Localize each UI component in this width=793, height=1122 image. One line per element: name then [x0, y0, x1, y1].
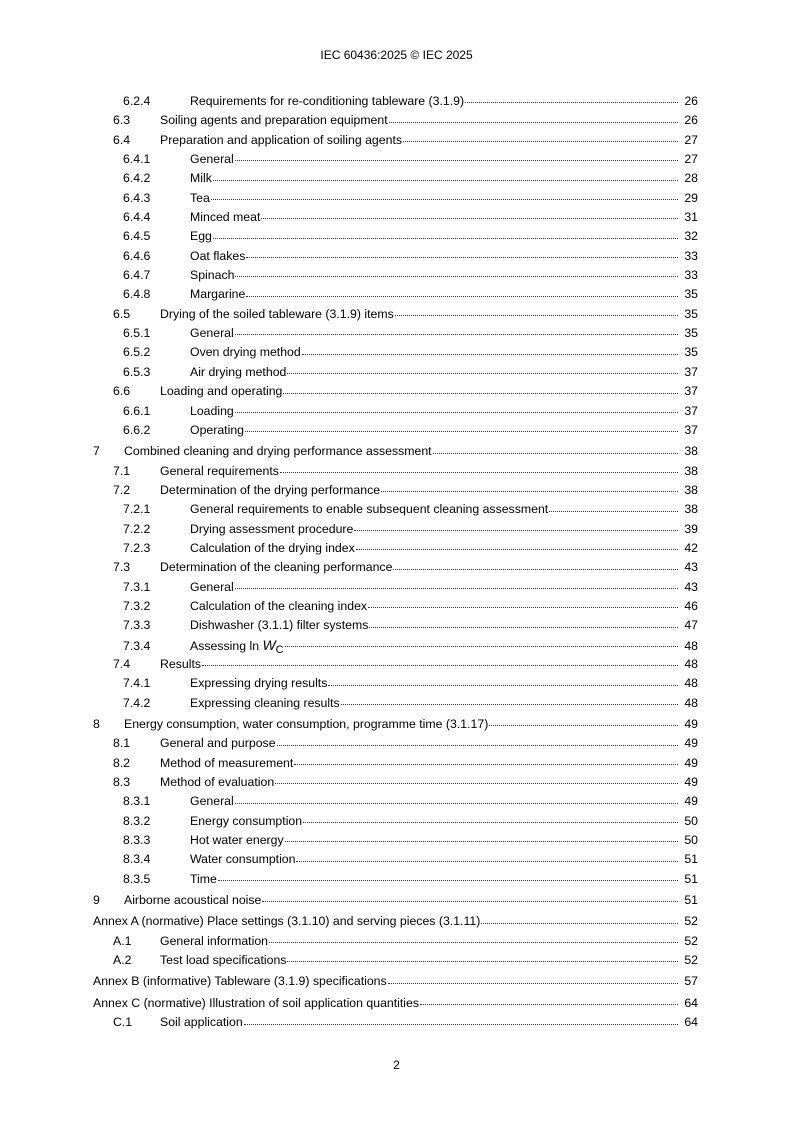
toc-entry-page: 49	[684, 755, 698, 770]
toc-entry-number: 6.4.3	[123, 190, 151, 205]
toc-entry-number: 6.5.3	[123, 364, 151, 379]
toc-dot-leader	[244, 1023, 678, 1025]
toc-dot-leader	[235, 159, 678, 161]
toc-entry-number: 7.3.2	[123, 598, 151, 613]
toc-dot-leader	[213, 179, 678, 181]
toc-dot-leader	[465, 101, 678, 103]
toc-entry-number: 7.4	[113, 656, 131, 671]
toc-dot-leader	[433, 452, 678, 454]
toc-entry-page: 64	[684, 1015, 698, 1030]
toc-entry-title: Time	[190, 871, 217, 886]
toc-entry[interactable]	[93, 912, 698, 931]
toc-entry-title: General	[190, 326, 234, 341]
toc-dot-leader	[235, 333, 678, 335]
toc-entry-title: Energy consumption, water consumption, programme time (3.1.17)	[124, 717, 489, 731]
toc-entry-number: 7.3.4	[123, 638, 151, 653]
toc-entry[interactable]	[93, 111, 698, 130]
toc-entry[interactable]	[93, 715, 698, 734]
toc-entry-number: 6.4.8	[123, 287, 151, 302]
page-header: IEC 60436:2025 © IEC 2025	[320, 48, 473, 62]
toc-entry[interactable]	[93, 831, 698, 850]
toc-entry[interactable]	[93, 578, 698, 597]
toc-entry-page: 33	[684, 248, 698, 263]
toc-entry-title: Drying of the soiled tableware (3.1.9) items	[160, 306, 394, 321]
toc-entry-page: 26	[684, 94, 698, 108]
toc-entry[interactable]	[93, 481, 698, 500]
toc-entry-title: Soiling agents and preparation equipment	[160, 113, 388, 128]
toc-dot-leader	[277, 744, 678, 746]
toc-entry-title: Egg	[190, 229, 212, 244]
toc-dot-leader	[285, 840, 678, 842]
toc-entry[interactable]	[93, 792, 698, 811]
toc-dot-leader	[287, 960, 678, 962]
toc-entry[interactable]	[93, 150, 698, 169]
toc-entry[interactable]	[93, 500, 698, 519]
toc-entry-number: 6.6.2	[123, 422, 151, 437]
toc-entry-title: Hot water energy	[190, 833, 284, 848]
toc-entry-title: General	[190, 794, 234, 809]
toc-entry-title: Margarine	[190, 287, 246, 302]
toc-dot-leader	[235, 587, 678, 589]
toc-entry[interactable]	[93, 305, 698, 324]
toc-entry-title: General and purpose	[160, 736, 276, 751]
toc-entry[interactable]	[93, 558, 698, 577]
toc-entry-title: Loading	[190, 403, 234, 418]
toc-entry-number: 7.2	[113, 482, 131, 497]
toc-entry-number: 6.5.2	[123, 345, 151, 360]
toc-entry-title: Airborne acoustical noise	[124, 893, 262, 908]
toc-entry-page: 38	[684, 444, 698, 459]
toc-entry-page: 51	[684, 893, 698, 908]
toc-entry[interactable]	[93, 462, 698, 481]
toc-entry-title: Spinach	[190, 268, 235, 283]
table-of-contents	[93, 92, 698, 1033]
toc-entry-title: Soil application	[160, 1015, 243, 1030]
toc-entry-title: Minced meat	[190, 210, 261, 225]
toc-entry-number: 6.4.5	[123, 229, 151, 244]
toc-entry-page: 49	[684, 794, 698, 809]
toc-dot-leader	[328, 684, 678, 686]
toc-entry-number: 7.2.1	[123, 502, 151, 517]
toc-entry[interactable]	[93, 92, 698, 111]
toc-entry[interactable]	[93, 247, 698, 266]
toc-entry-page: 42	[684, 540, 698, 555]
toc-dot-leader	[294, 763, 678, 765]
toc-dot-leader	[549, 510, 678, 512]
toc-entry-title: General	[190, 579, 234, 594]
toc-entry-title: General	[190, 152, 234, 167]
toc-entry[interactable]	[93, 169, 698, 188]
toc-entry-title: Calculation of the drying index	[190, 540, 355, 555]
toc-entry-number: 8.3.5	[123, 871, 151, 886]
toc-entry[interactable]	[93, 285, 698, 304]
toc-entry-title: Oven drying method	[190, 345, 301, 360]
toc-entry[interactable]	[93, 227, 698, 246]
toc-entry-number: C.1	[113, 1015, 133, 1030]
toc-entry-title: Method of measurement	[160, 755, 294, 770]
toc-entry[interactable]	[93, 850, 698, 869]
toc-entry-page: 49	[684, 736, 698, 751]
toc-entry[interactable]	[93, 734, 698, 753]
toc-dot-leader	[261, 217, 678, 219]
toc-entry[interactable]	[93, 343, 698, 362]
toc-entry-number: 6.4.1	[123, 152, 151, 167]
toc-entry[interactable]	[93, 208, 698, 227]
toc-entry-number: 6.5.1	[123, 326, 151, 341]
toc-entry-number: 6.4.4	[123, 210, 151, 225]
toc-dot-leader	[356, 548, 678, 550]
toc-entry-page: 27	[684, 152, 698, 167]
toc-entry-page: 50	[684, 833, 698, 848]
toc-entry-number: 7.1	[113, 463, 131, 478]
toc-entry[interactable]	[93, 539, 698, 558]
toc-entry-page: 37	[684, 422, 698, 437]
toc-entry-number: 6.2.4	[123, 94, 151, 108]
toc-entry-title: Annex B (informative) Tableware (3.1.9) specifications	[93, 974, 387, 989]
toc-entry[interactable]	[93, 189, 698, 208]
toc-entry-number: 6.4.2	[123, 171, 151, 186]
toc-dot-leader	[303, 821, 678, 823]
toc-entry[interactable]	[93, 674, 698, 693]
toc-entry[interactable]	[93, 636, 698, 655]
toc-entry-page: 38	[684, 482, 698, 497]
toc-dot-leader	[275, 782, 678, 784]
toc-entry-title: Annex C (normative) Illustration of soil application quantities	[93, 995, 420, 1010]
toc-entry-title: Water consumption	[190, 852, 296, 867]
toc-entry[interactable]	[93, 616, 698, 635]
toc-entry-page: 27	[684, 132, 698, 147]
toc-entry[interactable]	[93, 932, 698, 951]
toc-entry[interactable]	[93, 442, 698, 461]
toc-dot-leader	[296, 860, 678, 862]
toc-entry-title: Air drying method	[190, 364, 287, 379]
toc-entry-page: 29	[684, 190, 698, 205]
toc-entry-page: 37	[684, 403, 698, 418]
toc-entry-title: Annex A (normative) Place settings (3.1.10) and serving pieces (3.1.11)	[93, 914, 481, 929]
toc-dot-leader	[403, 140, 678, 142]
toc-dot-leader	[235, 802, 678, 804]
toc-entry-number: 7.4.1	[123, 676, 151, 691]
toc-entry-title: Calculation of the cleaning index	[190, 598, 368, 613]
toc-entry-page: 48	[684, 656, 698, 671]
toc-entry-title: Preparation and application of soiling agents	[160, 132, 403, 147]
toc-dot-leader	[235, 275, 678, 277]
toc-entry-number: 6.4	[113, 132, 131, 147]
toc-entry-page: 43	[684, 560, 698, 575]
toc-entry[interactable]	[93, 363, 698, 382]
toc-entry-title: Energy consumption	[190, 813, 303, 828]
toc-entry-number: 7.2.3	[123, 540, 151, 555]
toc-entry[interactable]	[93, 754, 698, 773]
toc-dot-leader	[218, 879, 678, 881]
toc-entry[interactable]	[93, 994, 698, 1013]
toc-entry-title: Determination of the drying performance	[160, 482, 381, 497]
toc-entry-number: 7.3	[113, 560, 131, 575]
toc-entry-page: 37	[684, 384, 698, 399]
toc-entry-number: 6.4.7	[123, 268, 151, 283]
toc-entry-title: Test load specifications	[160, 953, 287, 968]
toc-entry[interactable]	[93, 266, 698, 285]
toc-entry-page: 64	[684, 995, 698, 1010]
toc-entry-number: A.1	[113, 933, 132, 948]
toc-dot-leader	[269, 941, 678, 943]
toc-dot-leader	[395, 314, 678, 316]
toc-dot-leader	[354, 529, 678, 531]
toc-entry-page: 51	[684, 852, 698, 867]
toc-dot-leader	[393, 568, 678, 570]
toc-entry-page: 37	[684, 364, 698, 379]
toc-entry-number: 7.2.2	[123, 521, 151, 536]
toc-dot-leader	[369, 626, 678, 628]
toc-entry-title: Expressing cleaning results	[190, 695, 340, 710]
toc-entry-title: General requirements	[160, 463, 279, 478]
toc-entry-page: 35	[684, 287, 698, 302]
toc-dot-leader	[246, 295, 678, 297]
toc-entry[interactable]	[93, 382, 698, 401]
toc-entry[interactable]	[93, 655, 698, 674]
toc-dot-leader	[489, 724, 678, 726]
toc-dot-leader	[302, 353, 678, 355]
math-symbol: W	[262, 636, 276, 653]
toc-entry-page: 48	[684, 695, 698, 710]
toc-entry[interactable]	[93, 597, 698, 616]
toc-dot-leader	[381, 490, 678, 492]
toc-entry-number: 8.3.1	[123, 794, 151, 809]
toc-entry-page: 49	[684, 775, 698, 790]
toc-entry-title: Requirements for re-conditioning tableware (3.1.9)	[190, 94, 465, 108]
toc-entry-page: 52	[684, 914, 698, 929]
toc-entry[interactable]	[93, 421, 698, 440]
toc-entry-title: General information	[160, 933, 268, 948]
toc-entry[interactable]	[93, 972, 698, 991]
toc-entry-number: 8.1	[113, 736, 131, 751]
toc-entry-number: 6.3	[113, 113, 131, 128]
toc-entry-page: 46	[684, 598, 698, 613]
toc-dot-leader	[285, 645, 678, 647]
toc-entry-page: 35	[684, 306, 698, 321]
toc-entry-number: 8.3	[113, 775, 131, 790]
toc-entry-number: 7.4.2	[123, 695, 151, 710]
toc-entry-number: 6.4.6	[123, 248, 151, 263]
toc-dot-leader	[246, 256, 678, 258]
toc-entry-title: Operating	[190, 422, 245, 437]
toc-dot-leader	[388, 982, 678, 984]
toc-entry-title: Combined cleaning and drying performance assessment	[124, 444, 432, 459]
toc-entry-page: 28	[684, 171, 698, 186]
toc-entry-number: 7.3.3	[123, 618, 151, 633]
toc-entry-number: 8.2	[113, 755, 131, 770]
toc-entry-page: 50	[684, 813, 698, 828]
toc-entry-page: 35	[684, 345, 698, 360]
toc-entry-page: 57	[684, 974, 698, 989]
toc-entry-title: Dishwasher (3.1.1) filter systems	[190, 618, 369, 633]
toc-dot-leader	[235, 411, 678, 413]
toc-entry-title: Results	[160, 656, 202, 671]
toc-entry-title: Determination of the cleaning performance	[160, 560, 393, 575]
toc-entry-page: 52	[684, 953, 698, 968]
toc-entry-page: 51	[684, 871, 698, 886]
toc-entry-number: 6.5	[113, 306, 131, 321]
toc-entry[interactable]	[93, 131, 698, 150]
toc-dot-leader	[287, 372, 678, 374]
toc-dot-leader	[202, 664, 678, 666]
toc-entry-page: 48	[684, 638, 698, 653]
toc-dot-leader	[389, 121, 678, 123]
toc-entry[interactable]	[93, 870, 698, 889]
toc-dot-leader	[341, 703, 678, 705]
toc-entry-number: 8	[93, 717, 100, 731]
toc-dot-leader	[283, 392, 678, 394]
toc-dot-leader	[481, 922, 678, 924]
toc-entry-page: 48	[684, 676, 698, 691]
toc-entry-page: 38	[684, 502, 698, 517]
toc-entry[interactable]	[93, 402, 698, 421]
toc-entry-number: 7	[93, 444, 100, 459]
toc-entry-number: 7.3.1	[123, 579, 151, 594]
toc-entry-page: 52	[684, 933, 698, 948]
toc-entry-page: 33	[684, 268, 698, 283]
toc-entry[interactable]	[93, 520, 698, 539]
toc-entry-title: Method of evaluation	[160, 775, 275, 790]
toc-entry-page: 31	[684, 210, 698, 225]
toc-entry-title: General requirements to enable subsequent cleaning assessment	[190, 502, 549, 517]
toc-entry[interactable]	[93, 951, 698, 970]
toc-entry[interactable]	[93, 324, 698, 343]
toc-entry-page: 39	[684, 521, 698, 536]
toc-entry-title: Assessing ln WC	[190, 636, 284, 656]
toc-entry-number: 8.3.2	[123, 813, 151, 828]
toc-entry[interactable]	[93, 812, 698, 831]
toc-entry-page: 38	[684, 463, 698, 478]
toc-dot-leader	[262, 900, 678, 902]
toc-entry-page: 32	[684, 229, 698, 244]
toc-dot-leader	[420, 1003, 678, 1005]
toc-dot-leader	[213, 237, 678, 239]
toc-entry[interactable]	[93, 891, 698, 910]
toc-entry-page: 49	[684, 717, 698, 731]
toc-entry-number: 9	[93, 893, 100, 908]
toc-entry-number: A.2	[113, 953, 132, 968]
toc-entry-title: Oat flakes	[190, 248, 246, 263]
toc-entry-number: 8.3.3	[123, 833, 151, 848]
toc-entry-page: 26	[684, 113, 698, 128]
toc-entry-title: Tea	[190, 190, 210, 205]
toc-dot-leader	[211, 198, 678, 200]
toc-dot-leader	[368, 606, 678, 608]
math-subscript: C	[275, 643, 284, 656]
toc-entry[interactable]	[93, 1013, 698, 1032]
toc-entry-page: 43	[684, 579, 698, 594]
toc-entry-title: Milk	[190, 171, 212, 186]
toc-dot-leader	[280, 471, 678, 473]
toc-entry-title: Expressing drying results	[190, 676, 328, 691]
page-number: 2	[393, 1058, 400, 1072]
toc-entry-title: Loading and operating	[160, 384, 283, 399]
toc-dot-leader	[245, 430, 678, 432]
toc-entry-page: 35	[684, 326, 698, 341]
toc-entry-title: Drying assessment procedure	[190, 521, 354, 536]
toc-entry-number: 8.3.4	[123, 852, 151, 867]
toc-entry-number: 6.6.1	[123, 403, 151, 418]
toc-entry-page: 47	[684, 618, 698, 633]
toc-entry[interactable]	[93, 773, 698, 792]
toc-entry[interactable]	[93, 694, 698, 713]
toc-entry-number: 6.6	[113, 384, 131, 399]
